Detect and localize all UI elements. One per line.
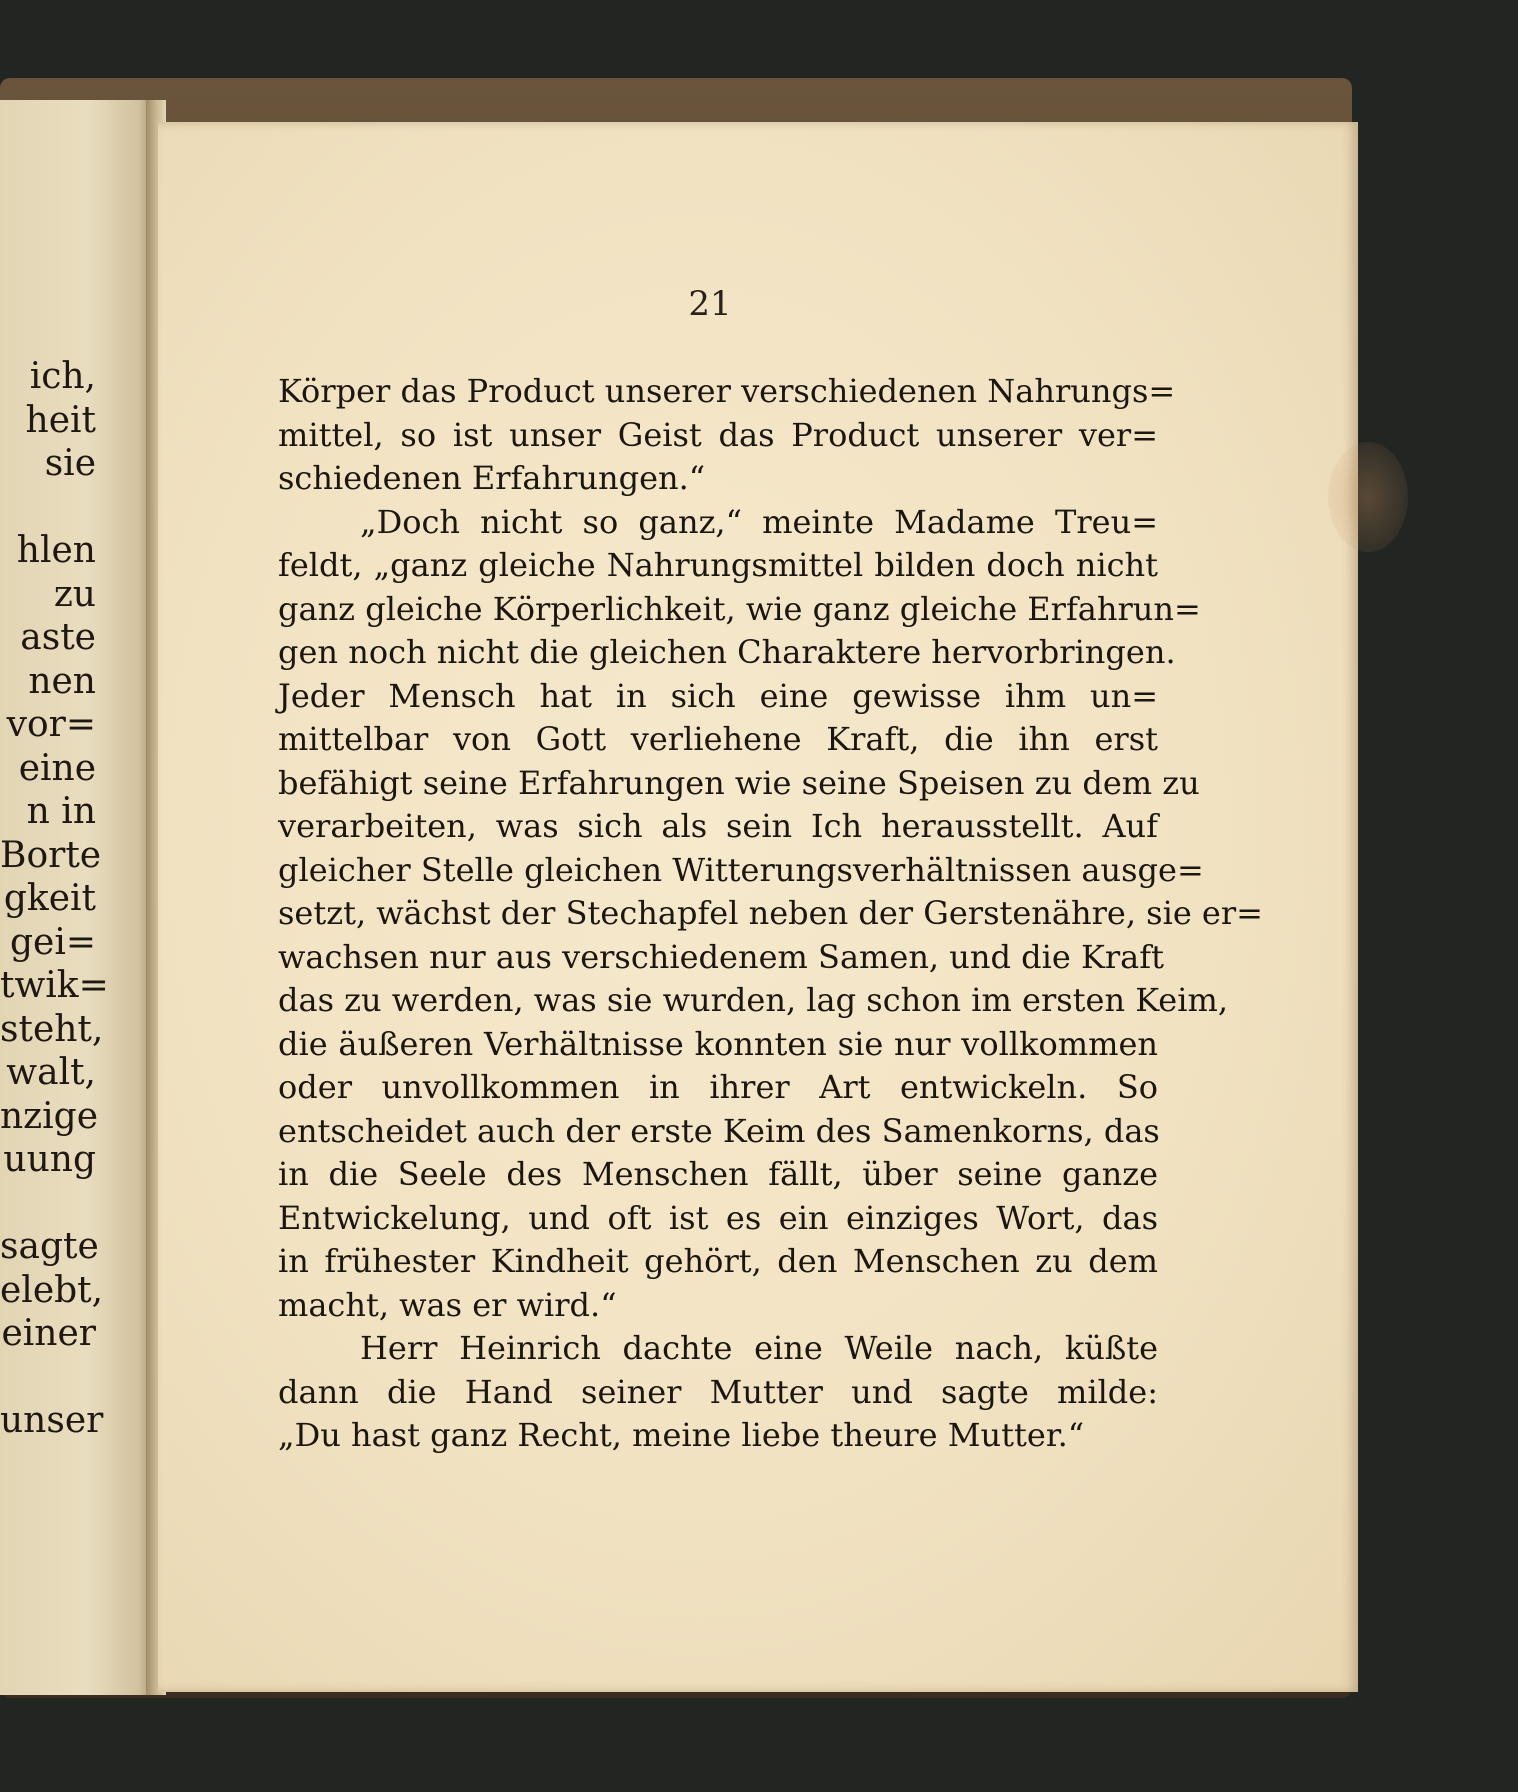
left-page-fragment: nen [28, 660, 96, 702]
left-page-text [0, 355, 109, 1555]
left-page-fragment: gkeit [3, 878, 96, 919]
left-page-fragment: ich, [29, 356, 96, 397]
text-line: oder unvollkommen in ihrer Art entwickeln. So [278, 1068, 1158, 1106]
text-line: Herr Heinrich dachte eine Weile nach, küßte [360, 1329, 1158, 1367]
text-line: mittelbar von Gott verliehene Kraft, die ihn erst [278, 720, 1158, 758]
left-page-fragment: vor= [6, 704, 96, 745]
text-line: mittel, so ist unser Geist das Product unserer ver= [278, 415, 1158, 454]
left-page-fragment: heit [25, 399, 96, 441]
left-page-fragment: elebt, [0, 1269, 104, 1311]
text-line: gleicher Stelle gleichen Witterungsverhältnissen ausge= [278, 850, 1204, 889]
left-page-fragment: walt, [6, 1052, 96, 1093]
text-line: „Du hast ganz Recht, meine liebe theure Mutter.“ [278, 1416, 1085, 1454]
text-line: Jeder Mensch hat in sich eine gewisse ihm un= [278, 676, 1158, 715]
text-line: schiedenen Erfahrungen.“ [278, 459, 706, 497]
body-text [278, 370, 1263, 1458]
text-line: dann die Hand seiner Mutter und sagte milde: [278, 1372, 1158, 1411]
left-page-fragment: n in [26, 791, 96, 832]
paper-stain [1328, 442, 1408, 552]
text-line: entscheidet auch der erste Keim des Samenkorns, das [278, 1111, 1160, 1150]
text-line: gen noch nicht die gleichen Charaktere hervorbringen. [278, 633, 1176, 671]
text-line: „Doch nicht so ganz,“ meinte Madame Treu= [360, 502, 1158, 541]
text-line: feldt, „ganz gleiche Nahrungsmittel bilden doch nicht [278, 546, 1158, 584]
left-page-fragment: nzige [0, 1095, 99, 1137]
text-line: befähigt seine Erfahrungen wie seine Speisen zu dem zu [278, 763, 1200, 802]
left-page-fragment: sie [44, 443, 96, 484]
left-page-fragment: uung [3, 1139, 96, 1180]
left-page-fragment: sagte [0, 1226, 99, 1267]
left-page-fragment: Borte [0, 834, 102, 876]
text-line: Entwickelung, und oft ist es ein einziges Wort, das [278, 1198, 1158, 1237]
left-page-fragment: zu [53, 573, 96, 615]
left-page-fragment: hlen [16, 530, 96, 571]
text-line: wachsen nur aus verschiedenem Samen, und die Kraft [278, 937, 1164, 976]
left-page-fragment: einer [1, 1313, 96, 1354]
text-line: setzt, wächst der Stechapfel neben der Gerstenähre, sie er= [278, 894, 1263, 932]
left-page-fragment: gei= [9, 921, 96, 963]
text-line: das zu werden, was sie wurden, lag schon im ersten Keim, [278, 981, 1228, 1019]
text-line: verarbeiten, was sich als sein Ich herausstellt. Auf [278, 807, 1158, 845]
left-page-fragment: twik= [0, 965, 109, 1006]
text-line: in die Seele des Menschen fällt, über seine ganze [278, 1155, 1158, 1193]
left-page-fragment: steht, [0, 1008, 104, 1050]
left-page-fragment: aste [20, 617, 96, 658]
left-page-fragment: unser [0, 1400, 104, 1441]
text-line: die äußeren Verhältnisse konnten sie nur vollkommen [278, 1024, 1158, 1063]
text-line: ganz gleiche Körperlichkeit, wie ganz gleiche Erfahrun= [278, 589, 1201, 628]
left-page-fragment: eine [18, 747, 96, 789]
text-line: in frühester Kindheit gehört, den Menschen zu dem [278, 1242, 1158, 1280]
text-line: macht, was er wird.“ [278, 1285, 617, 1324]
text-line: Körper das Product unserer verschiedenen Nahrungs= [278, 372, 1176, 410]
page-number: 21 [688, 284, 732, 324]
left-page [0, 100, 158, 1695]
